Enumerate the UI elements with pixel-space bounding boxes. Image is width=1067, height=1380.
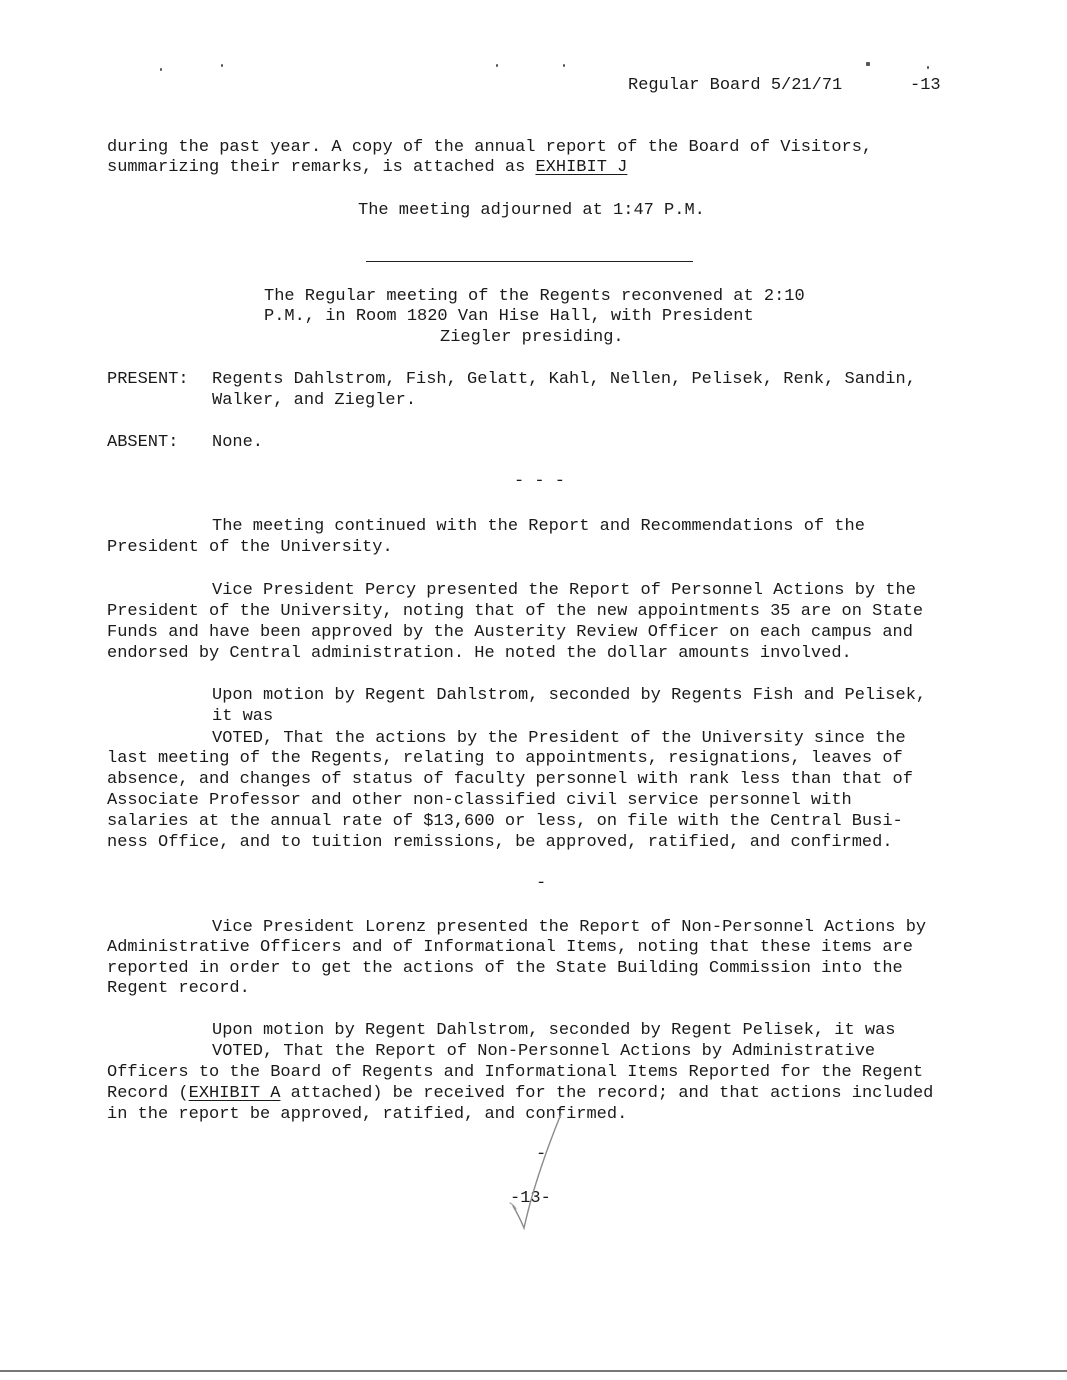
- motion1-line8: ness Office, and to tuition remissions, be approved, ratified, and confirmed.: [107, 833, 893, 852]
- motion2-line4: [107, 1083, 933, 1104]
- motion2-line4-start: Record (: [107, 1084, 189, 1103]
- lorenz-line4: Regent record.: [107, 979, 250, 998]
- page-number: -13-: [510, 1189, 551, 1208]
- lorenz-line3: reported in order to get the actions of the State Building Commission into the: [107, 959, 903, 978]
- continued-line1: The meeting continued with the Report and Recommendations of the: [212, 517, 865, 536]
- absent-label: ABSENT:: [107, 433, 179, 452]
- reconvene-line3: Ziegler presiding.: [440, 328, 624, 347]
- para1-line2-text: summarizing their remarks, is attached as: [107, 158, 536, 177]
- continued-line2: President of the University.: [107, 538, 393, 557]
- lorenz-line2: Administrative Officers and of Informational Items, noting that these items are: [107, 938, 913, 957]
- handwritten-checkmark-icon: [505, 1108, 565, 1233]
- scan-bottom-edge: [0, 1370, 1067, 1372]
- exhibit-j-reference: EXHIBIT J: [535, 158, 628, 177]
- motion1-line5: absence, and changes of status of faculty personnel with rank less than that of: [107, 770, 913, 789]
- scan-speck: [927, 66, 929, 69]
- separator-dashes: - - -: [514, 472, 566, 491]
- motion1-line4: last meeting of the Regents, relating to appointments, resignations, leaves of: [107, 749, 903, 768]
- motion1-line7: salaries at the annual rate of $13,600 or less, on file with the Central Busi-: [107, 812, 903, 831]
- percy-line2: President of the University, noting that of the new appointments 35 are on State: [107, 602, 924, 621]
- exhibit-a-reference: EXHIBIT A: [188, 1084, 281, 1103]
- motion1-line1: Upon motion by Regent Dahlstrom, seconded by Regents Fish and Pelisek,: [212, 686, 927, 705]
- scan-speck: [563, 64, 565, 67]
- percy-line4: endorsed by Central administration. He noted the dollar amounts involved.: [107, 644, 852, 663]
- para1-line1: during the past year. A copy of the annual report of the Board of Visitors,: [107, 138, 873, 157]
- present-line1: Regents Dahlstrom, Fish, Gelatt, Kahl, Nellen, Pelisek, Renk, Sandin,: [212, 370, 916, 389]
- scan-speck: [160, 68, 162, 71]
- present-label: PRESENT:: [107, 370, 189, 389]
- motion2-line3: Officers to the Board of Regents and Informational Items Reported for the Regent: [107, 1063, 924, 1082]
- header-title: Regular Board 5/21/71: [628, 76, 843, 95]
- motion2-line2: VOTED, That the Report of Non-Personnel Actions by Administrative: [212, 1042, 876, 1061]
- scan-speck: [496, 64, 498, 67]
- adjourned-text: The meeting adjourned at 1:47 P.M.: [358, 201, 705, 220]
- reconvene-line1: The Regular meeting of the Regents reconvened at 2:10: [264, 287, 805, 306]
- footer-dash: -: [536, 1145, 547, 1164]
- present-line2: Walker, and Ziegler.: [212, 391, 417, 410]
- scan-speck: [866, 62, 870, 66]
- absent-value: None.: [212, 433, 264, 452]
- scan-speck: [221, 64, 223, 67]
- percy-line3: Funds and have been approved by the Austerity Review Officer on each campus and: [107, 623, 913, 642]
- header-page-ref: -13: [910, 76, 941, 95]
- percy-line1: Vice President Percy presented the Report of Personnel Actions by the: [212, 581, 916, 600]
- motion2-line4-end: attached) be received for the record; and that actions included: [280, 1084, 934, 1103]
- reconvene-line2: P.M., in Room 1820 Van Hise Hall, with President: [264, 307, 754, 326]
- motion1-line2: it was: [212, 707, 274, 726]
- motion2-line1: Upon motion by Regent Dahlstrom, seconded by Regent Pelisek, it was: [212, 1021, 896, 1040]
- motion2-line5: in the report be approved, ratified, and confirmed.: [107, 1105, 628, 1124]
- motion1-line6: Associate Professor and other non-classified civil service personnel with: [107, 791, 852, 810]
- motion1-line3: VOTED, That the actions by the President of the University since the: [212, 729, 906, 748]
- section-dash: -: [536, 874, 547, 893]
- section-divider: [366, 261, 693, 262]
- lorenz-line1: Vice President Lorenz presented the Report of Non-Personnel Actions by: [212, 918, 927, 937]
- para1-line2: [107, 157, 627, 178]
